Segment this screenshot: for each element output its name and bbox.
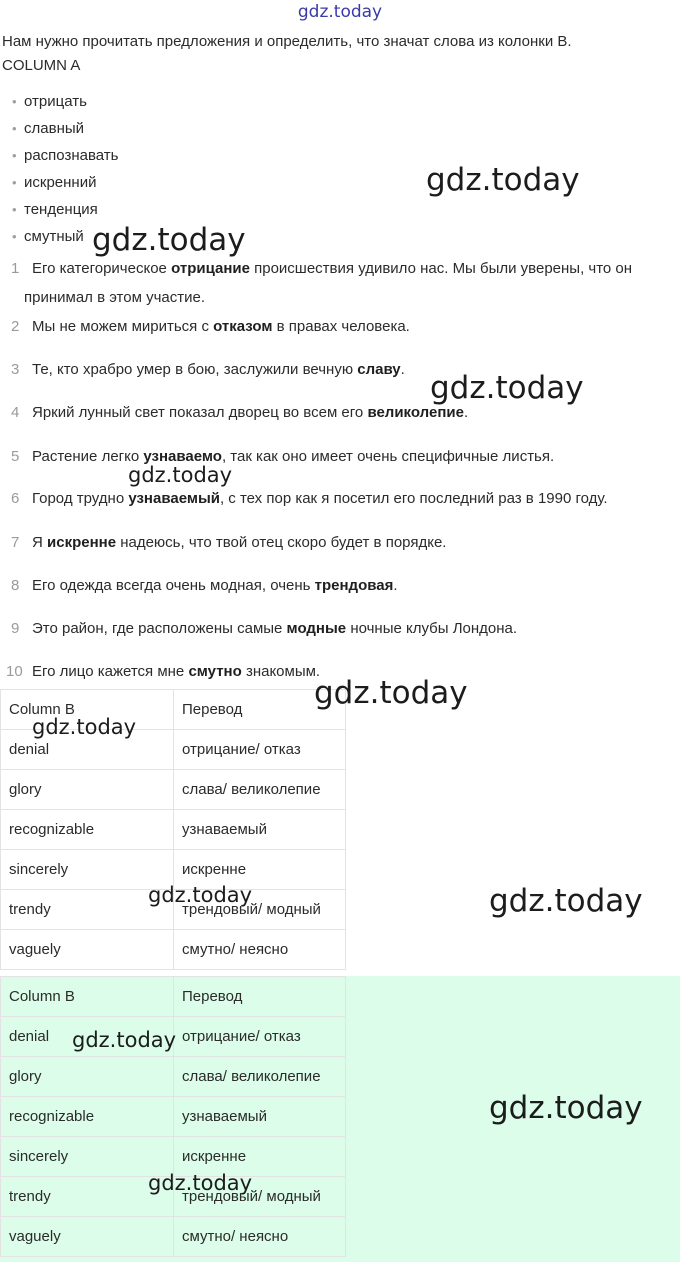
sentence-text: Те, кто храбро умер в бою, заслужили вечную славу. bbox=[32, 361, 405, 378]
table-cell: узнаваемый bbox=[174, 810, 346, 850]
sentence-text: Его категорическое отрицание происшествия удивило нас. Мы были уверены, что он принимал в этом участие. bbox=[24, 260, 633, 306]
sentence-text: Его одежда всегда очень модная, очень трендовая. bbox=[32, 577, 398, 594]
sentence-number: 8 bbox=[11, 577, 20, 594]
table-cell: смутно/ неясно bbox=[174, 930, 346, 970]
table-cell: trendy bbox=[1, 890, 174, 930]
sentence bbox=[0, 254, 680, 312]
list-item: • славный bbox=[12, 117, 118, 144]
table-cell: denial bbox=[1, 1017, 174, 1057]
list-item: • тенденция bbox=[12, 198, 118, 225]
table-cell: искренне bbox=[174, 850, 346, 890]
watermark: gdz.today bbox=[430, 370, 584, 406]
sentence-number: 9 bbox=[11, 620, 20, 637]
table-cell: слава/ великолепие bbox=[174, 1057, 346, 1097]
watermark: gdz.today bbox=[32, 715, 137, 739]
table-cell: recognizable bbox=[1, 1097, 174, 1137]
sentence-number: 2 bbox=[11, 318, 20, 335]
list-item: • отрицать bbox=[12, 90, 118, 117]
table-cell: искренне bbox=[174, 1137, 346, 1177]
table-cell: trendy bbox=[1, 1177, 174, 1217]
watermark: gdz.today bbox=[92, 222, 246, 258]
sentence bbox=[0, 446, 680, 468]
table-cell: слава/ великолепие bbox=[174, 770, 346, 810]
table-row bbox=[1, 1057, 346, 1097]
watermark: gdz.today bbox=[426, 162, 580, 198]
watermark: gdz.today bbox=[489, 883, 643, 919]
watermark: gdz.today bbox=[489, 1090, 643, 1126]
table-cell: sincerely bbox=[1, 1137, 174, 1177]
header-cell: Column B bbox=[1, 977, 174, 1017]
header-cell: Column B bbox=[1, 690, 174, 730]
table-cell: denial bbox=[1, 730, 174, 770]
sentence-number: 7 bbox=[11, 534, 20, 551]
watermark: gdz.today bbox=[72, 1028, 177, 1052]
sentence-text: Это район, где расположены самые модные ночные клубы Лондона. bbox=[32, 620, 518, 637]
table-row bbox=[1, 930, 346, 970]
table-row bbox=[1, 1217, 346, 1257]
table-cell: sincerely bbox=[1, 850, 174, 890]
sentence-text: Мы не можем мириться с отказом в правах человека. bbox=[32, 318, 410, 335]
table-cell: glory bbox=[1, 1057, 174, 1097]
table-cell: отрицание/ отказ bbox=[174, 1017, 346, 1057]
table-row bbox=[1, 810, 346, 850]
table-header-row bbox=[1, 977, 346, 1017]
sentence-text: Его лицо кажется мне смутно знакомым. bbox=[32, 663, 321, 680]
watermark: gdz.today bbox=[148, 1171, 253, 1195]
table-cell: узнаваемый bbox=[174, 1097, 346, 1137]
table-row bbox=[1, 1097, 346, 1137]
table-cell: трендовый/ модный bbox=[174, 890, 346, 930]
intro-text: Нам нужно прочитать предложения и определить, что значат слова из колонки B. bbox=[2, 33, 572, 50]
sentence-number: 6 bbox=[11, 490, 20, 507]
sentence-number: 1 bbox=[11, 260, 20, 277]
table-cell: vaguely bbox=[1, 930, 174, 970]
header-cell: Перевод bbox=[174, 977, 346, 1017]
table-cell: отрицание/ отказ bbox=[174, 730, 346, 770]
table-cell: recognizable bbox=[1, 810, 174, 850]
list-item: • искренний bbox=[12, 171, 118, 198]
table-cell: трендовый/ модный bbox=[174, 1177, 346, 1217]
sentence-number: 3 bbox=[11, 361, 20, 378]
sentence bbox=[0, 575, 680, 597]
sentence-number: 5 bbox=[11, 448, 20, 465]
vocab-table-2 bbox=[0, 976, 346, 1257]
watermark: gdz.today bbox=[314, 675, 468, 711]
list-item: • распознавать bbox=[12, 144, 118, 171]
watermark: gdz.today bbox=[148, 883, 253, 907]
table-cell: glory bbox=[1, 770, 174, 810]
sentence-text: Яркий лунный свет показал дворец во всем его великолепие. bbox=[32, 404, 469, 421]
header-watermark: gdz.today bbox=[297, 2, 383, 22]
list-item: • смутный bbox=[12, 225, 118, 252]
table-cell: vaguely bbox=[1, 1217, 174, 1257]
table-row bbox=[1, 770, 346, 810]
sentence bbox=[0, 488, 680, 510]
sentence bbox=[0, 532, 680, 554]
sentence bbox=[0, 618, 680, 640]
sentence-number: 10 bbox=[6, 663, 23, 680]
table-cell: смутно/ неясно bbox=[174, 1217, 346, 1257]
sentence-text: Город трудно узнаваемый, с тех пор как я посетил его последний раз в 1990 году. bbox=[32, 490, 608, 507]
header-cell: Перевод bbox=[174, 690, 346, 730]
watermark: gdz.today bbox=[128, 463, 233, 487]
column-a-title: COLUMN A bbox=[2, 57, 81, 74]
sentence bbox=[0, 316, 680, 338]
sentence-text: Я искренне надеюсь, что твой отец скоро будет в порядке. bbox=[32, 534, 447, 551]
sentence-number: 4 bbox=[11, 404, 20, 421]
sentence-text: Растение легко узнаваемо, так как оно имеет очень специфичные листья. bbox=[32, 448, 555, 465]
